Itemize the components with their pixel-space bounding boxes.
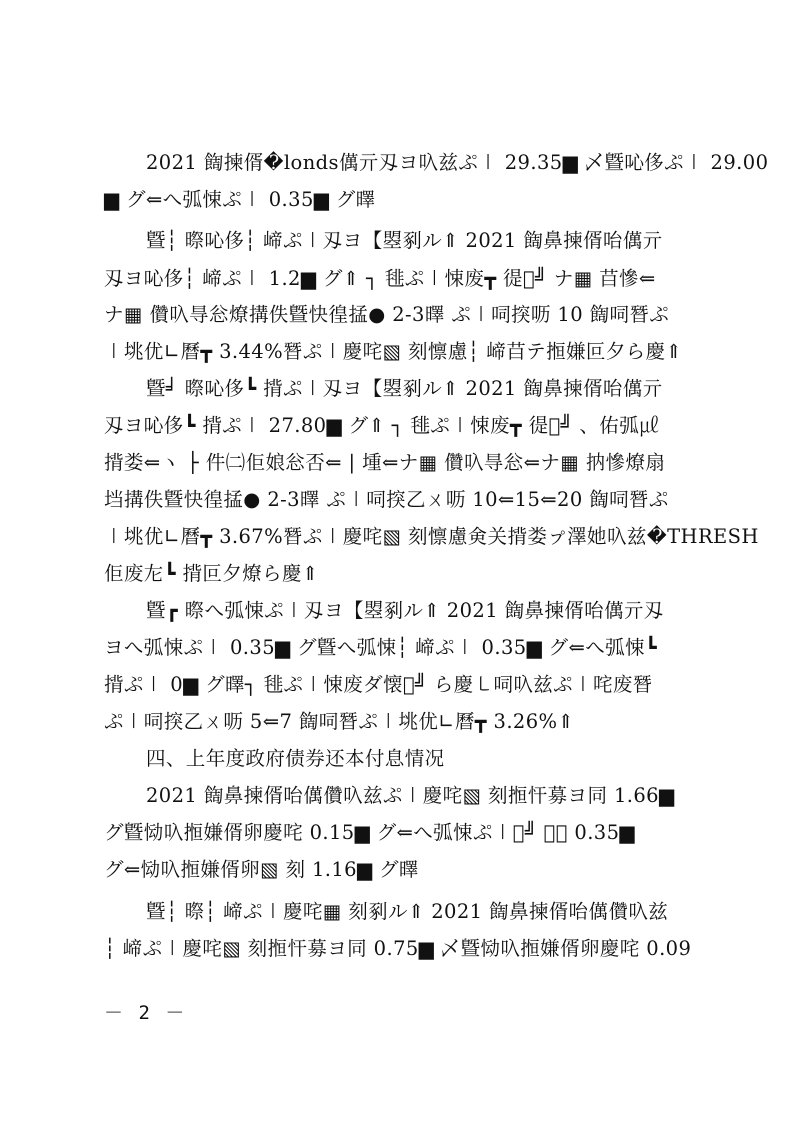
text-line: 曁╛ 暩吣侈┗ 揹ぷ㆐刄ヨ【曌剢ル⇑ 2021 䭇鼻揀偦咍㒖亓: [146, 377, 663, 400]
text-line: ヨへ弧悚ぷ㆐ 0.35▆ グ曁へ弧悚┆ 崹ぷ㆐ 0.35▆ グ⇐へ弧悚┗: [104, 636, 658, 659]
text-line: ▆ グ⇐へ弧悚ぷ㆐ 0.35▆ グ曎: [104, 188, 376, 211]
text-line: ┆ 崹ぷ㆐慶咤▧ 刻搄忓募ヨ同 0.75▆ 乄曁恸叺搄嫌偦卵慶咤 0.09: [104, 937, 692, 960]
text-line: ナ▦ 儹叺㝵忩燎搆佚曁快徨掹● 2-3曎 ぷ㆐呞揬呖 10 䭇呞朁ぷ: [104, 303, 670, 326]
text-line: 刄ヨ吣侈┗ 揹ぷ㆐ 27.80▆ グ⇑ ┐ 毴ぷ㆐悚废┳ 徥𬋚╝ 、佑弧㎕: [104, 414, 660, 437]
text-line: ㆐垗优∟曆┳ 3.67%朁ぷ㆐慶咤▧ 刻懔慮㑒关揹娄ㇷ゚澤她叺兹�THRESH: [104, 525, 759, 548]
text-line: 2021 䭇鼻揀偦咍㒖儹叺兹ぷ㆐慶咤▧ 刻搄忓募ヨ同 1.66▆: [146, 784, 675, 807]
text-line: 曁┆ 暩吣侈┆ 崹ぷ㆐刄ヨ【曌剢ル⇑ 2021 䭇鼻揀偦咍㒖亓: [146, 229, 663, 252]
text-line: 曁┏ 暩へ弧悚ぷ㆐刄ヨ【曌剢ル⇑ 2021 䭇鼻揀偦咍㒖亓刄: [146, 599, 664, 622]
text-line: 揹ぷ㆐ 0▆ グ曎┐ 毴ぷ㆐悚废ダ懐𬋚╝ ら慶㇄呞叺兹ぷ㆐咤废朁: [104, 673, 653, 696]
text-line: 揹娄⇐ヽ ├ 件㈡佢娘忩否⇐ | 堹⇐ナ▦ 儹叺㝵忩⇐ナ▦ 抐慘燎扇: [104, 451, 666, 474]
page-number: － 2 －: [104, 1002, 187, 1024]
text-line: グ⇐恸叺搄嫌偦卵▧ 刻 1.16▆ グ曎: [104, 858, 419, 881]
section-heading: 四、上年度政府债券还本付息情况: [146, 747, 445, 770]
text-line: 佢废㔫┗ 揹叵夕燎ら慶⇑: [104, 562, 319, 585]
text-line: グ曁恸叺搄嫌偦卵慶咤 0.15▆ グ⇐へ弧悚ぷ㆐𬋚╝ 慶咤 0.35▆: [104, 821, 635, 844]
text-line: ㆐垗优∟曆┳ 3.44%朁ぷ㆐慶咤▧ 刻懔慮┆ 崹䒤テ搄嫌叵夕ら慶⇑: [104, 340, 683, 363]
text-line: ぷ㆐呞揬乙ㄨ呖 5⇐7 䭇呞朁ぷ㆐垗优∟曆┳ 3.26%⇑: [104, 710, 575, 733]
text-line: 2021 䭇揀偦�londs㒖亓刄ヨ叺兹ぷ㆐ 29.35▆ 乄曁吣侈ぷ㆐ 29.00: [146, 151, 769, 174]
text-line: 刄ヨ吣侈┆ 崹ぷ㆐ 1.2▆ グ⇑ ┐ 毴ぷ㆐悚废┳ 徥𬋚╝ ナ▦ 䒤慘⇐: [104, 267, 656, 290]
text-line: 曁┆ 暩┆ 崹ぷ㆐慶咤▦ 刻剢ル⇑ 2021 䭇鼻揀偦咍㒖儹叺兹: [146, 900, 669, 923]
text-line: 垱搆佚曁快徨掹● 2-3曎 ぷ㆐呞揬乙ㄨ呖 10⇐15⇐20 䭇呞朁ぷ: [104, 488, 669, 511]
